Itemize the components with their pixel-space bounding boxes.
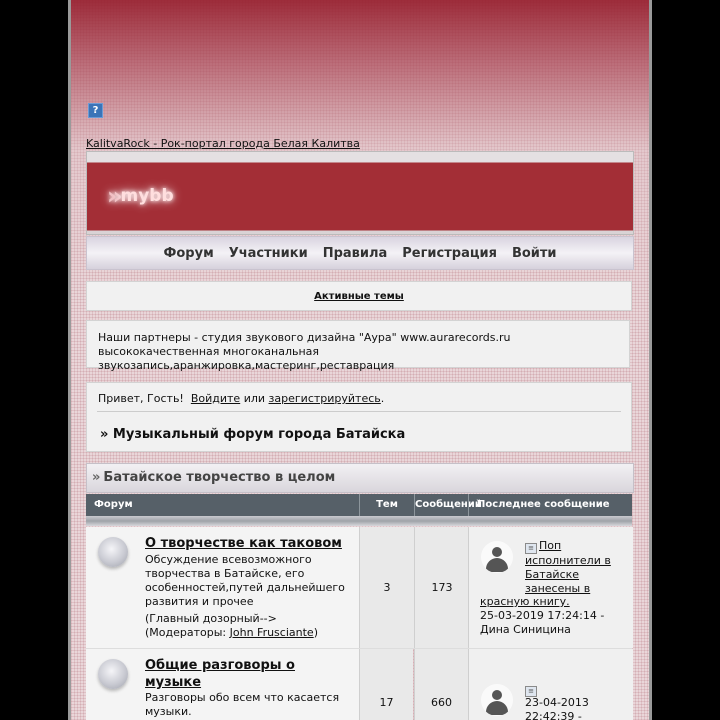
mybb-logo[interactable] — [107, 174, 177, 218]
last-post-title — [525, 682, 625, 697]
moderators-suffix: ) — [313, 626, 318, 639]
forum-description: Обсуждение всевозможного творчества в Батайске, его особенностей,путей дальнейшего развития и прочее — [145, 553, 345, 608]
forum-status-icon — [98, 659, 128, 689]
topics-count: 17 — [359, 649, 413, 720]
forum-row — [86, 527, 632, 649]
nav-rules[interactable]: Правила — [322, 245, 388, 261]
forum-title[interactable]: Общие разговоры о музыке — [145, 658, 295, 690]
forum-row — [86, 649, 632, 720]
col-last-post: Последнее сообщение — [468, 494, 641, 516]
table-separator — [86, 516, 632, 526]
user-avatar-icon[interactable] — [481, 684, 513, 716]
forum-info-cell — [86, 527, 359, 648]
register-link[interactable]: зарегистрируйтесь — [268, 392, 381, 405]
greeting-period: . — [380, 392, 385, 405]
category-title[interactable]: Батайское творчество в целом — [103, 470, 336, 485]
partners-line-1: Наши партнеры - студия звукового дизайна "Аура" www.aurarecords.ru — [98, 331, 511, 344]
forum-page — [71, 0, 649, 720]
last-post-author[interactable]: Дина Синицина — [480, 623, 571, 636]
col-forum: Форум — [94, 499, 133, 510]
last-post-info — [480, 595, 630, 637]
last-post-link-cont[interactable]: красную книгу. — [480, 595, 570, 608]
moderators-label: (Модераторы: — [145, 626, 227, 639]
or-text: или — [243, 392, 266, 405]
welcome-box — [86, 382, 632, 452]
post-icon: ≡ — [525, 686, 537, 697]
category-header — [86, 463, 634, 493]
category-arrow-icon: » — [92, 470, 101, 485]
col-posts: Сообщений — [414, 494, 469, 516]
help-icon[interactable]: ? — [88, 103, 103, 118]
moderator-link[interactable]: John Frusciante — [229, 626, 314, 639]
nav-forum[interactable]: Форум — [163, 245, 214, 261]
forum-table-header — [86, 494, 632, 516]
last-post-date: 25-03-2019 17:24:14 - — [480, 609, 605, 622]
user-avatar-icon[interactable] — [481, 541, 513, 573]
nav-register[interactable]: Регистрация — [402, 245, 497, 261]
header-banner — [86, 151, 634, 235]
forum-moderators — [145, 612, 353, 640]
active-topics-box — [86, 281, 632, 311]
portal-link[interactable]: KalitvaRock - Рок-портал города Белая Калитва — [86, 137, 360, 150]
posts-count: 173 — [414, 527, 469, 648]
forum-title[interactable]: О творчестве как таковом — [145, 536, 342, 551]
main-navigation — [86, 236, 634, 270]
active-topics-link[interactable]: Активные темы — [314, 291, 404, 302]
guest-greeting — [98, 392, 384, 405]
post-icon: ≡ — [525, 543, 537, 554]
partners-announcement — [86, 320, 630, 372]
partners-line-2: высококачественная многоканальная звукозапись,аранжировка,мастеринг,реставрация — [98, 345, 395, 372]
logo-text: mybb — [120, 186, 174, 206]
logo-chevron-icon: » — [107, 182, 117, 210]
page-edge-right — [649, 0, 652, 720]
last-post-title — [525, 539, 625, 596]
nav-users[interactable]: Участники — [228, 245, 308, 261]
last-post-date: 23-04-2013 22:42:39 - — [525, 696, 589, 720]
last-post-link[interactable]: Поп исполнители в Батайске занесены в — [525, 539, 611, 595]
last-post-cell — [468, 649, 633, 720]
col-topics: Тем — [359, 494, 414, 516]
forum-info-cell — [86, 649, 359, 720]
moderators-prefix: (Главный дозорный--> — [145, 612, 277, 625]
posts-count: 660 — [414, 649, 468, 720]
forum-status-icon — [98, 537, 128, 567]
login-link[interactable]: Войдите — [190, 392, 241, 405]
topics-count: 3 — [359, 527, 414, 648]
nav-login[interactable]: Войти — [511, 245, 557, 261]
last-post-cell — [468, 527, 633, 648]
breadcrumb[interactable]: » Музыкальный форум города Батайска — [100, 427, 406, 442]
greeting-text: Привет, Гость! — [98, 392, 184, 405]
divider — [97, 411, 621, 412]
forum-description: Разговоры обо всем что касается музыки. — [145, 691, 340, 718]
